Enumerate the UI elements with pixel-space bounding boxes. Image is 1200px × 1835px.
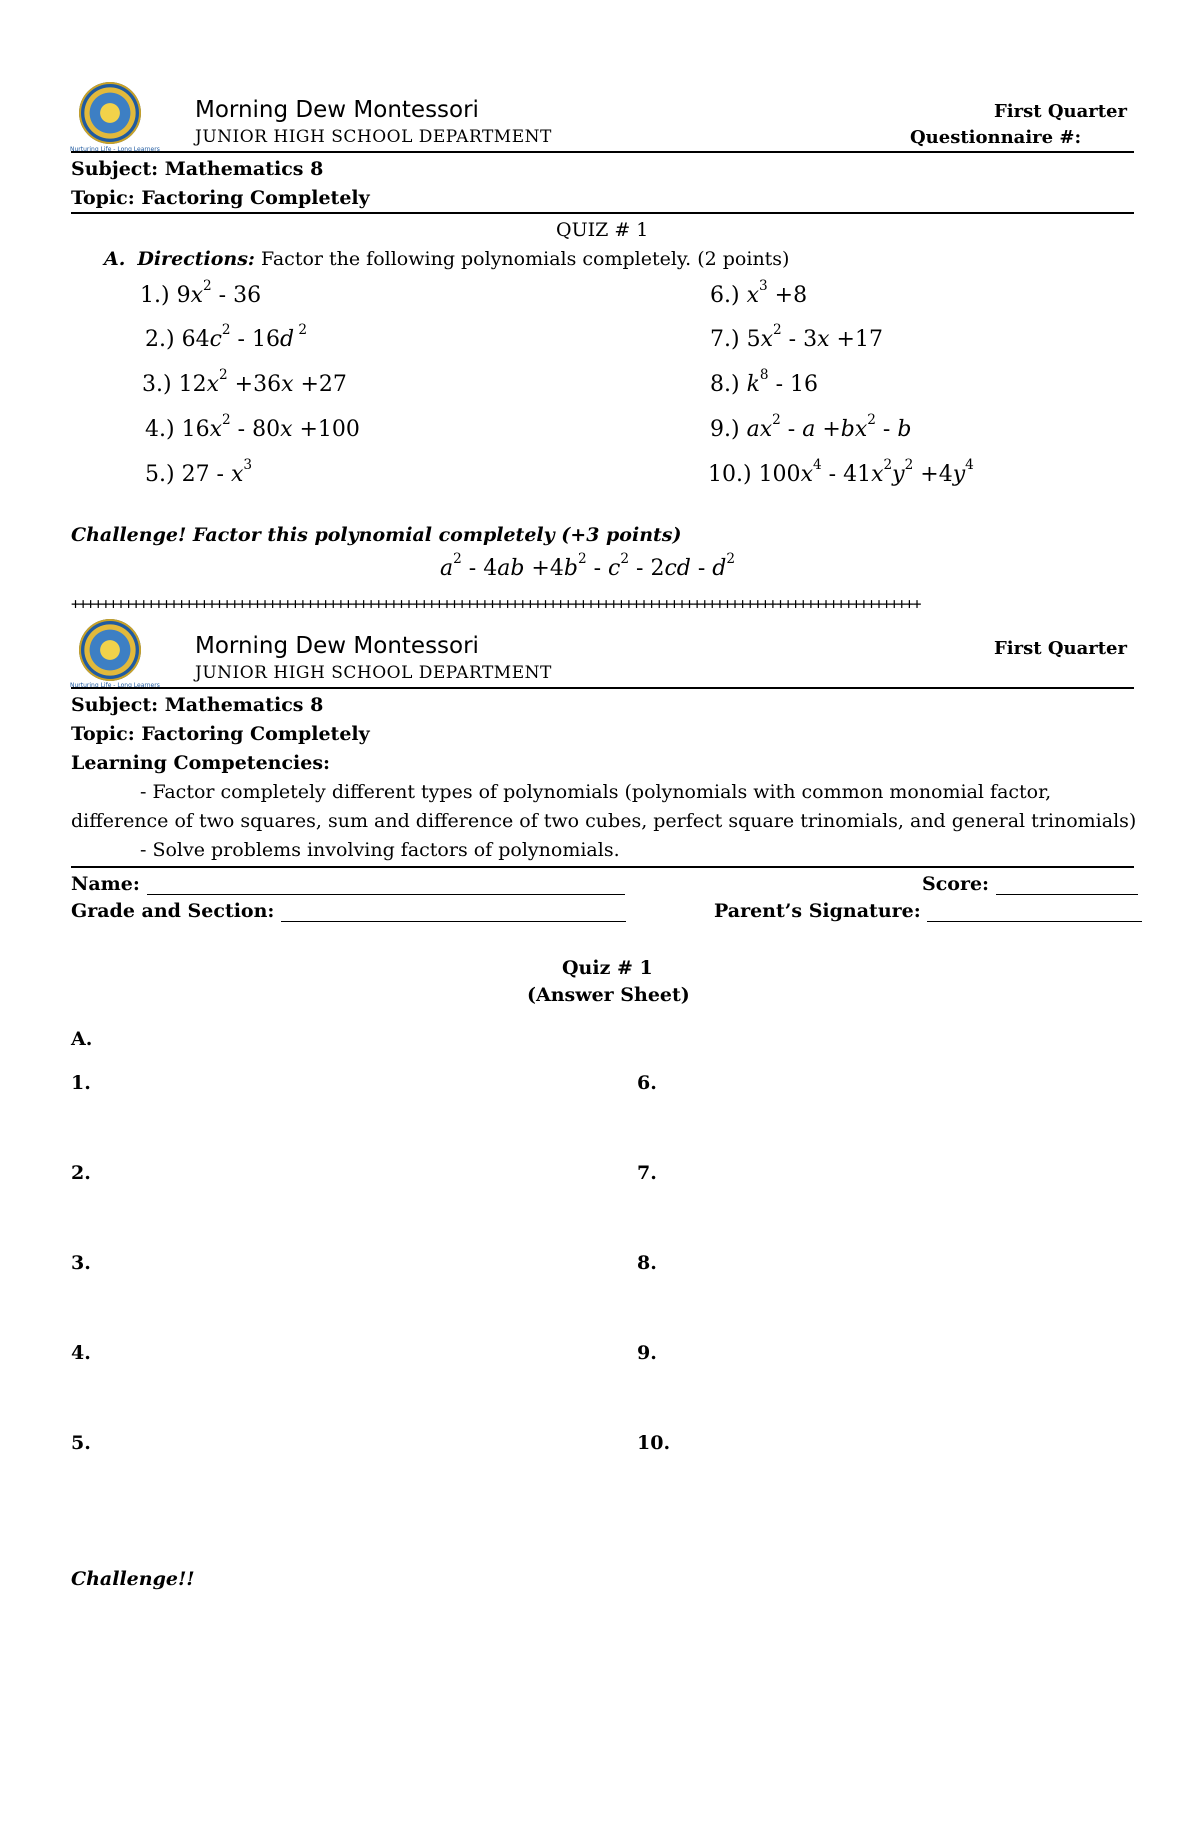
topic-divider xyxy=(71,212,1134,214)
department-name-2: JUNIOR HIGH SCHOOL DEPARTMENT xyxy=(195,663,552,683)
answer-section-letter: A. xyxy=(71,1028,93,1050)
school-name: Morning Dew Montessori xyxy=(195,97,479,123)
school-logo-icon xyxy=(79,82,141,144)
grade-section-label: Grade and Section: xyxy=(71,900,275,922)
name-label: Name: xyxy=(71,873,140,895)
subject-label: Subject: Mathematics 8 xyxy=(71,158,324,180)
topic-label: Topic: Factoring Completely xyxy=(71,187,370,209)
quarter-label-2: First Quarter xyxy=(994,638,1127,659)
problem-9: 9.) $ax^2 - a +bx^2 - b$ xyxy=(710,411,912,442)
problem-1: 1.) $9x^2 - 36$ xyxy=(140,277,262,308)
problem-10: 10.) $100x^4 - 41x^2y^2 +4y^4$ xyxy=(708,456,974,487)
competencies-label: Learning Competencies: xyxy=(71,752,331,774)
answer-number-10: 10. xyxy=(637,1432,671,1454)
school-name-2: Morning Dew Montessori xyxy=(195,633,479,659)
answer-number-4: 4. xyxy=(71,1342,91,1364)
directions xyxy=(104,248,789,270)
answer-number-7: 7. xyxy=(637,1162,657,1184)
score-blank[interactable] xyxy=(996,876,1138,895)
answer-challenge-label: Challenge!! xyxy=(71,1568,195,1590)
answer-number-8: 8. xyxy=(637,1252,657,1274)
directions-label: Directions: xyxy=(137,248,255,270)
header-divider xyxy=(71,151,1134,153)
competency-2: - Solve problems involving factors of polynomials. xyxy=(140,839,620,861)
answer-number-9: 9. xyxy=(637,1342,657,1364)
answer-number-3: 3. xyxy=(71,1252,91,1274)
problem-2: 2.) $64c^2 - 16d$ $^2$ xyxy=(145,321,308,352)
quarter-label: First Quarter xyxy=(994,101,1127,122)
questionnaire-label: Questionnaire #: xyxy=(910,127,1082,148)
department-name: JUNIOR HIGH SCHOOL DEPARTMENT xyxy=(195,127,552,147)
parent-signature-blank[interactable] xyxy=(927,903,1142,922)
parent-signature-field[interactable] xyxy=(714,900,1142,922)
name-blank[interactable] xyxy=(147,876,625,895)
challenge-instruction: Challenge! Factor this polynomial completely (+3 points) xyxy=(71,524,682,546)
competency-1: - Factor completely different types of polynomials (polynomials with common monomial factor, xyxy=(140,781,1052,803)
logo-caption: Nurturing Life - Long Learners xyxy=(70,146,160,153)
challenge-problem: $a^2 - 4ab +4b^2 - c^2 - 2cd - d^2$ xyxy=(440,550,736,581)
answer-number-5: 5. xyxy=(71,1432,91,1454)
directions-text: Factor the following polynomials completely. (2 points) xyxy=(254,248,790,270)
problem-6: 6.) $x^3 +8$ xyxy=(710,277,808,308)
answer-sheet-title: Quiz # 1 xyxy=(562,957,653,979)
logo-caption-2: Nurturing Life - Long Learners xyxy=(70,682,160,689)
grade-section-blank[interactable] xyxy=(281,903,626,922)
cut-line-separator: ++++++++++++++++++++++++++++++++++++++++++++++++++++++++++++++++++++++++++++++++++++++++++++++++++++++++++++++++ xyxy=(71,595,921,613)
problem-4: 4.) $16x^2 - 80x +100$ xyxy=(145,411,360,442)
answer-subject-label: Subject: Mathematics 8 xyxy=(71,694,324,716)
grade-section-field[interactable] xyxy=(71,900,626,922)
answer-topic-label: Topic: Factoring Completely xyxy=(71,723,370,745)
answer-number-1: 1. xyxy=(71,1072,91,1094)
score-label: Score: xyxy=(922,873,990,895)
problem-7: 7.) $5x^2 - 3x +17$ xyxy=(710,321,883,352)
score-field[interactable] xyxy=(922,873,1138,895)
competency-1-cont: difference of two squares, sum and difference of two cubes, perfect square trinomials, and general trinomials) xyxy=(71,810,1137,832)
quiz-title: QUIZ # 1 xyxy=(556,219,649,241)
answer-number-2: 2. xyxy=(71,1162,91,1184)
header-divider-2 xyxy=(71,687,1134,689)
competencies-divider xyxy=(71,866,1134,868)
school-logo-icon-2 xyxy=(79,619,141,681)
problem-5: 5.) $27 - x^3$ xyxy=(145,456,253,487)
answer-sheet-subtitle: (Answer Sheet) xyxy=(527,984,690,1006)
problem-8: 8.) $k^8 - 16$ xyxy=(710,366,819,397)
problem-3: 3.) $12x^2 +36x +27$ xyxy=(142,366,347,397)
answer-number-6: 6. xyxy=(637,1072,657,1094)
name-field[interactable] xyxy=(71,873,625,895)
parent-signature-label: Parent’s Signature: xyxy=(714,900,921,922)
directions-letter: A. xyxy=(104,248,126,270)
